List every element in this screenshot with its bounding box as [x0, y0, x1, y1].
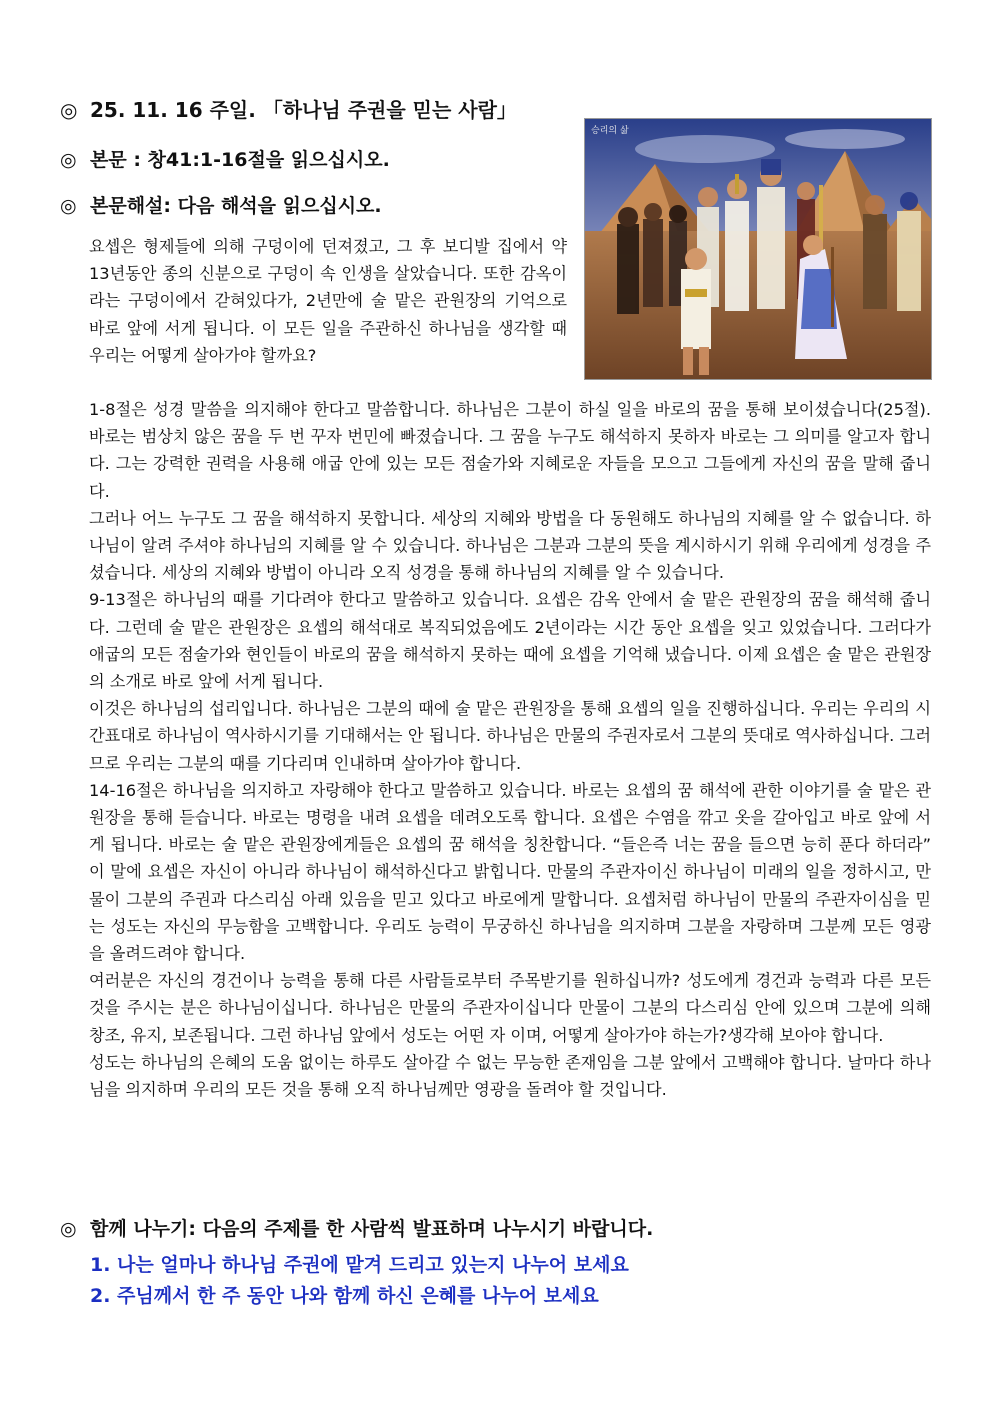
paragraph: 이것은 하나님의 섭리입니다. 하나님은 그분의 때에 술 맡은 관원장을 통해 요셉의 일을 진행하십니다. 우리는 우리의 시간표대로 하나님이 역사하시기를 기대해서는 안 됩니다. 하나님은 만물의 주권자로서 그분의 뜻대로 역사하십니다. 그러므로 우리는 그분의 때를 기다리며 인내하며 살아가야 합니다.: [89, 699, 931, 773]
sharing-heading: [60, 1216, 653, 1242]
image-caption: 승리의 삶: [591, 126, 629, 136]
page-title: [60, 97, 517, 123]
circle-bullet-icon: ◎: [60, 1218, 77, 1240]
sharing-question-2: 2. 주님께서 한 주 동안 나와 함께 하신 은혜를 나누어 보세요: [90, 1285, 599, 1307]
sharing-heading-text: 함께 나누기: 다음의 주제를 한 사람씩 발표하며 나누시기 바랍니다.: [90, 1218, 654, 1240]
sermon-date: 25. 11. 16 주일.: [90, 98, 256, 122]
egypt-pyramids-illustration: [585, 119, 931, 379]
scripture-text: 본문 : 창41:1-16절을 읽으십시오.: [90, 149, 390, 171]
paragraph: 성도는 하나님의 은혜의 도움 없이는 하루도 살아갈 수 없는 무능한 존재임을 그분 앞에서 고백해야 합니다. 날마다 하나님을 의지하며 우리의 모든 것을 통해 오직 하나님께만 영광을 돌려야 할 것입니다.: [89, 1052, 931, 1100]
paragraph: 여러분은 자신의 경건이나 능력을 통해 다른 사람들로부터 주목받기를 원하십니까? 성도에게 경건과 능력과 다른 모든 것을 주시는 분은 하나님이십니다. 하나님은 만물의 주관자이십니다 만물이 그분의 다스리심 안에 있으며 그분에 의해 창조, 유지, 보존됩니다. 그런 하나님 앞에서 성도는 어떤 자 이며, 어떻게 살아가야 하는가?생각해 보아야 합니다.: [89, 971, 931, 1045]
circle-bullet-icon: ◎: [60, 195, 77, 217]
circle-bullet-icon: ◎: [60, 98, 78, 122]
sharing-question-1: 1. 나는 얼마나 하나님 주권에 맡겨 드리고 있는지 나누어 보세요: [90, 1254, 629, 1276]
paragraph: 9-13절은 하나님의 때를 기다려야 한다고 말씀하고 있습니다. 요셉은 감옥 안에서 술 맡은 관원장의 꿈을 해석해 줍니다. 그런데 술 맡은 관원장은 요셉의 해석대로 복직되었음에도 2년이라는 시간 동안 요셉을 잊고 있었습니다. 그러다가 애굽의 모든 점술가와 현인들이 바로의 꿈을 해석하지 못하는 때에 요셉을 기억해 냈습니다. 이제 요셉은 술 맡은 관원장의 소개로 바로 앞에 서게 됩니다.: [89, 590, 931, 692]
paragraph: 1-8절은 성경 말씀을 의지해야 한다고 말씀합니다. 하나님은 그분이 하실 일을 바로의 꿈을 통해 보이셨습니다(25절). 바로는 범상치 않은 꿈을 두 번 꾸자 번민에 빠졌습니다. 그 꿈을 누구도 해석하지 못하자 바로는 그 의미를 알고자 합니다. 그는 강력한 권력을 사용해 애굽 안에 있는 모든 점술가와 지혜로운 자들을 모으고 그들에게 자신의 꿈을 말해 줍니다.: [89, 400, 931, 501]
explanation-heading: [60, 193, 382, 219]
intro-paragraph: 요셉은 형제들에 의해 구덩이에 던져졌고, 그 후 보디발 집에서 약13년동안 종의 신분으로 구덩이 속 인생을 살았습니다. 또한 감옥이라는 구덩이에서 갇혀있다가, 2년만에 술 맡은 관원장의 기억으로 바로 앞에 서게 됩니다. 이 모든 일을 주관하신 하나님을 생각할 때 우리는 어떻게 살아가야 할까요?: [89, 237, 567, 365]
explanation-body: [89, 396, 931, 1103]
scripture-heading: [60, 147, 390, 173]
circle-bullet-icon: ◎: [60, 149, 77, 171]
explanation-heading-text: 본문해설: 다음 해석을 읽으십시오.: [90, 195, 382, 217]
joseph-before-pharaoh-image: [584, 118, 932, 380]
paragraph: 14-16절은 하나님을 의지하고 자랑해야 한다고 말씀하고 있습니다. 바로는 요셉의 꿈 해석에 관한 이야기를 술 맡은 관원장을 통해 듣습니다. 바로는 명령을 내려 요셉을 데려오도록 합니다. 요셉은 수염을 깎고 옷을 갈아입고 바로 앞에 서게 됩니다. 바로는 술 맡은 관원장에게들은 요셉의 꿈 해석을 칭찬합니다. “들은즉 너는 꿈을 들으면 능히 푼다 하더라” 이 말에 요셉은 자신이 아니라 하나님이 해석하신다고 밝힙니다. 만물의 주관자이신 하나님이 미래의 일을 정하시고, 만물이 그분의 주권과 다스리심 아래 있음을 믿고 있다고 바로에게 말합니다. 요셉처럼 하나님이 만물의 주관자이심을 믿는 성도는 자신의 무능함을 고백합니다. 우리도 능력이 무궁하신 하나님을 의지하며 그분을 자랑하며 그분께 모든 영광을 올려드려야 합니다.: [89, 780, 931, 964]
sermon-title: 「하나님 주권을 믿는 사람」: [262, 98, 517, 122]
paragraph: 그러나 어느 누구도 그 꿈을 해석하지 못합니다. 세상의 지혜와 방법을 다 동원해도 하나님의 지혜를 알 수 없습니다. 하나님이 알려 주셔야 하나님의 지혜를 알 수 있습니다. 하나님은 그분과 그분의 뜻을 계시하시기 위해 우리에게 성경을 주셨습니다. 세상의 지혜와 방법이 아니라 오직 성경을 통해 하나님의 지혜를 알 수 있습니다.: [89, 508, 931, 583]
